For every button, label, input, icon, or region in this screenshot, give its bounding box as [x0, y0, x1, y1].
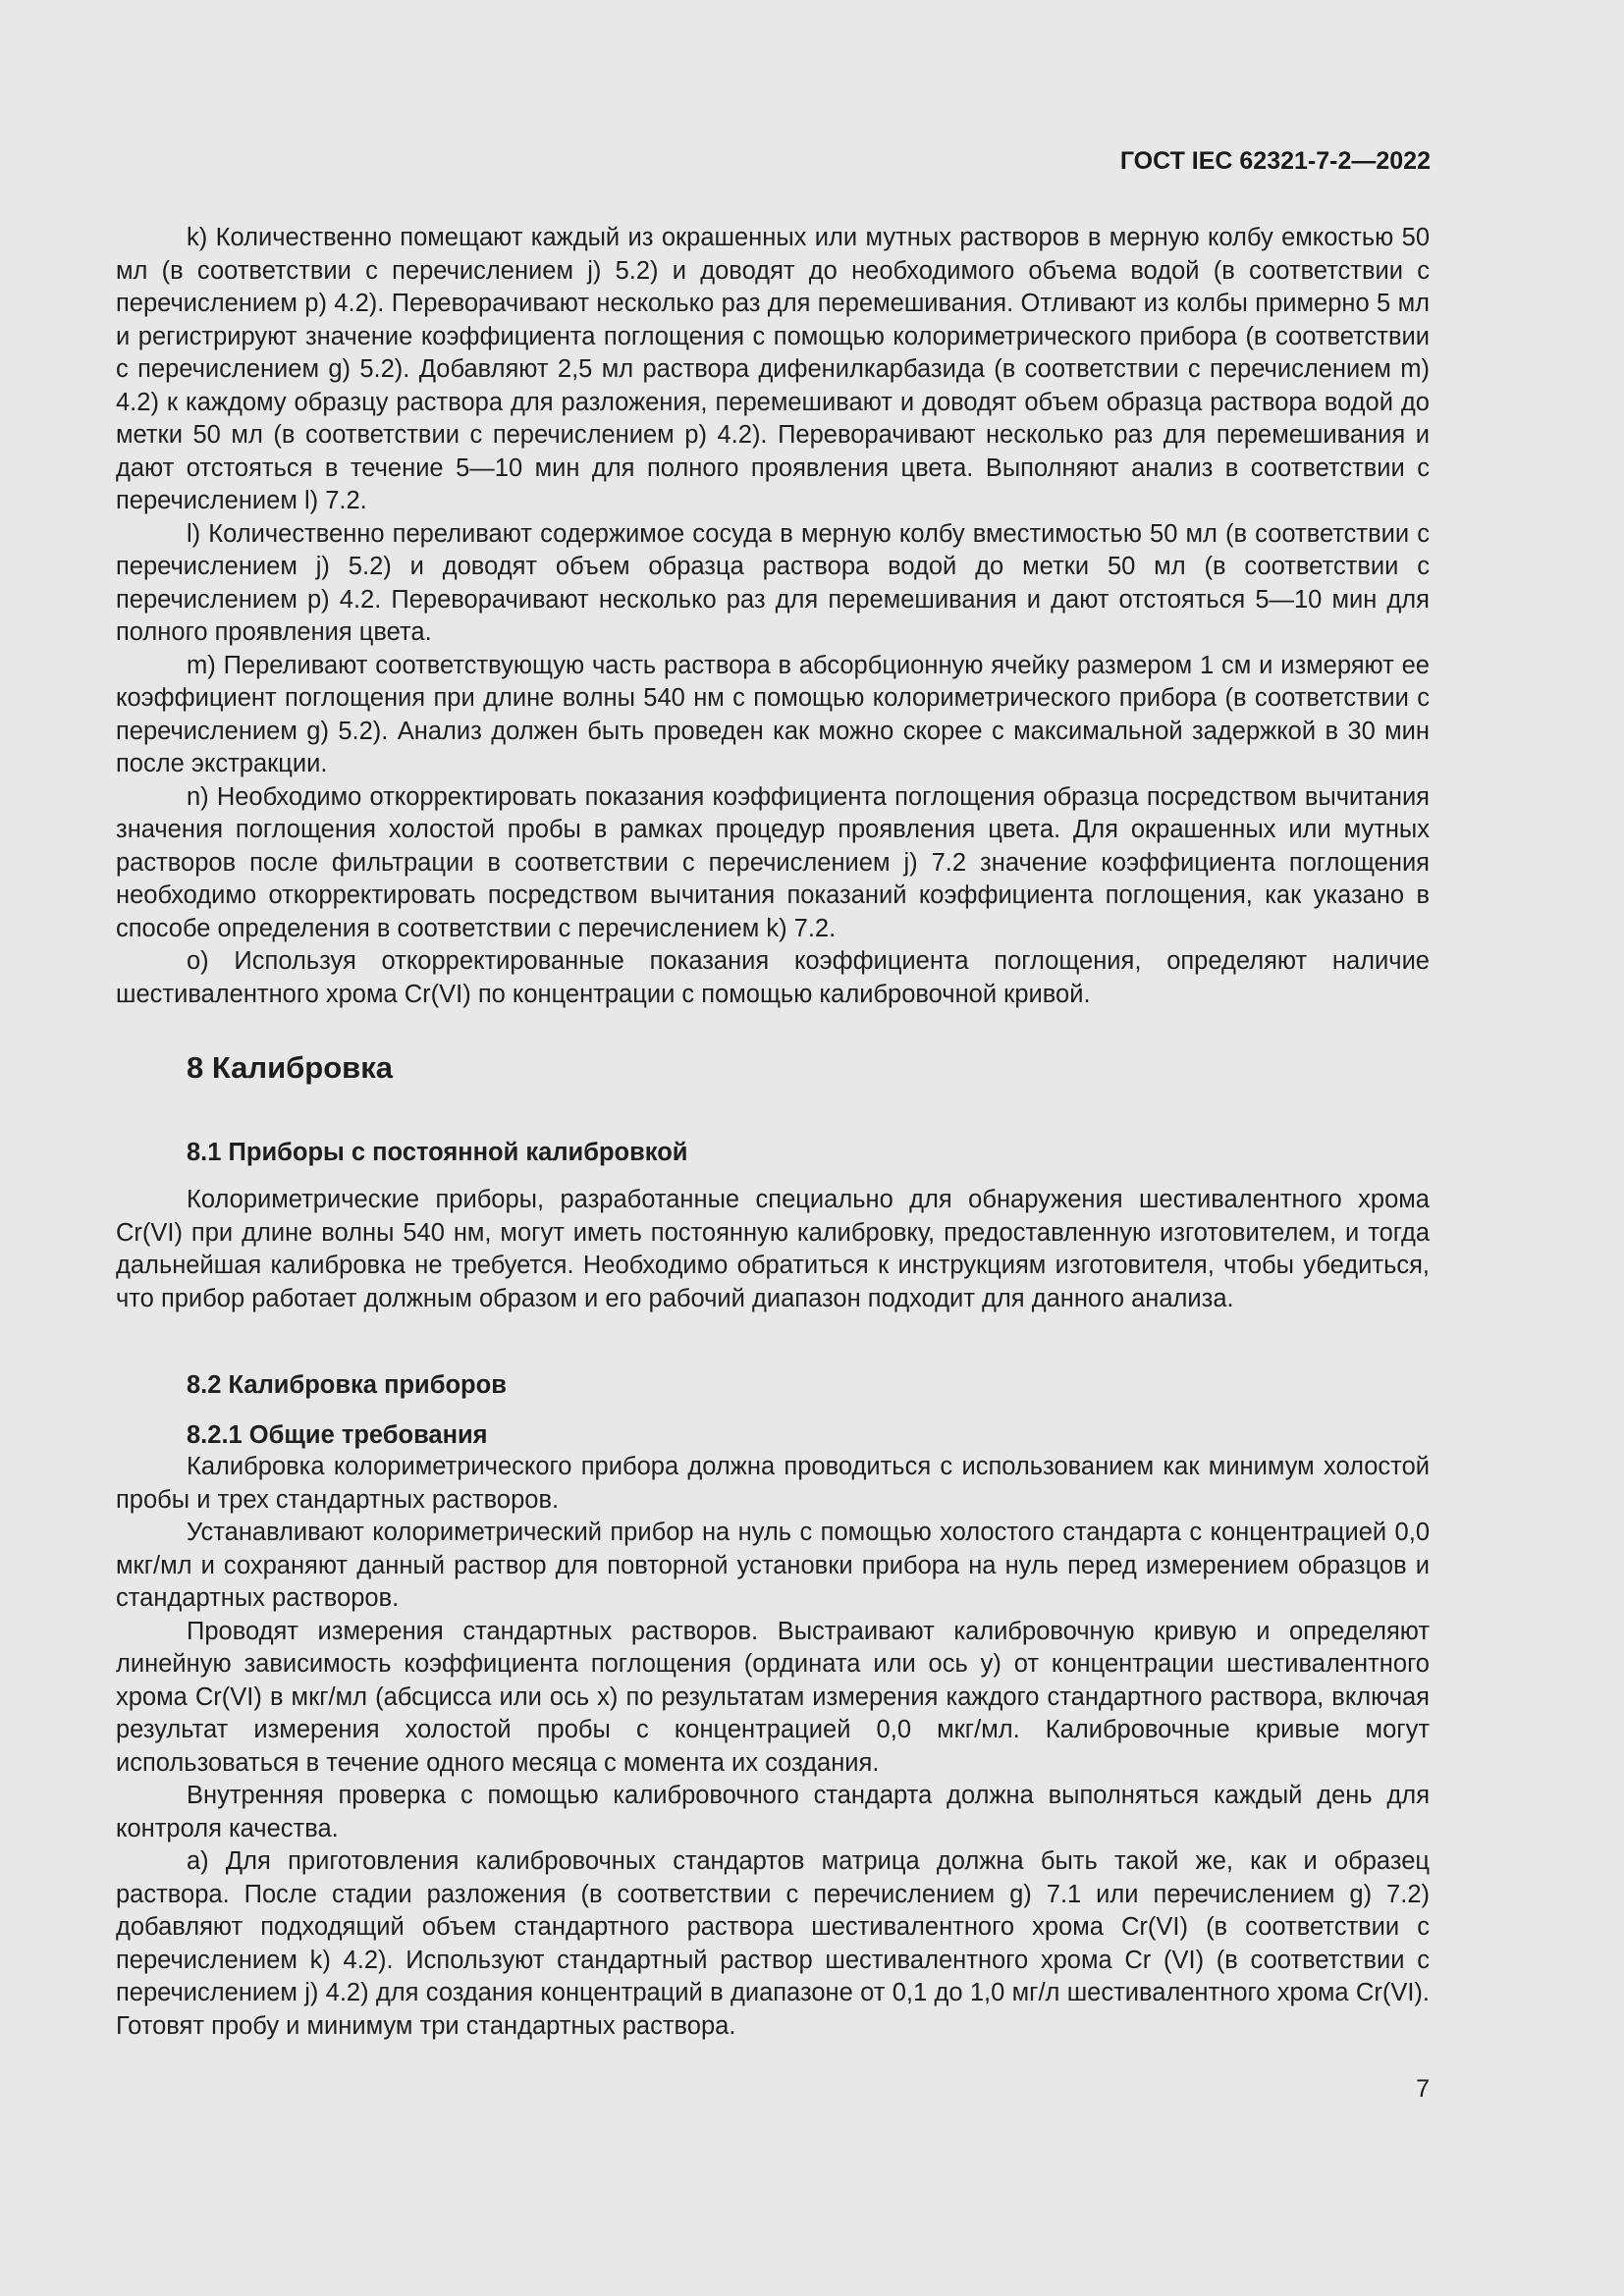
section7-continuation [116, 222, 1430, 1011]
section-8-2-1-body [116, 1451, 1430, 2043]
section-8-1-heading: 8.1 Приборы с постоянной калибровкой [187, 1139, 688, 1166]
paragraph: Проводят измерения стандартных растворов. Выстраивают калибровочную кривую и определяют линейную зависимость коэффициента поглощения (ордината или ось y) от концентрации шестивалентного хрома Cr(VI) в мкг/мл (абсцисса или ось x) по результатам измерения каждого стандартного раствора, включая результат измерения холостой пробы с концентрацией 0,0 мкг/мл. Калибровочные кривые могут использоваться в течение одного месяца с момента их создания. [116, 1617, 1430, 1777]
paragraph-item-n: n) Необходимо откорректировать показания коэффициента поглощения образца посредством вычитания значения поглощения холостой пробы в рамках процедур проявления цвета. Для окрашенных или мутных растворов после фильтрации в соответствии с перечислением j) 7.2 значение коэффициента поглощения необходимо откорректировать посредством вычитания показаний коэффициента поглощения, как указано в способе определения в соответствии с перечислением k) 7.2. [116, 782, 1430, 942]
paragraph-item-l: l) Количественно переливают содержимое сосуда в мерную колбу вместимостью 50 мл (в соответствии с перечислением j) 5.2) и доводят объем образца раствора водой до метки 50 мл (в соответствии с перечислением p) 4.2. Переворачивают несколько раз для перемешивания и дают отстояться 5—10 мин для полного проявления цвета. [116, 519, 1430, 646]
page-number: 7 [1416, 2075, 1430, 2103]
section-8-heading: 8 Калибровка [187, 1050, 393, 1085]
paragraph: Колориметрические приборы, разработанные специально для обнаружения шестивалентного хрома Cr(VI) при длине волны 540 нм, могут иметь постоянную калибровку, предоставленную изготовителем, и тогда дальнейшая калибровка не требуется. Необходимо обратиться к инструкциям изготовителя, чтобы убедиться, что прибор работает должным образом и его рабочий диапазон подходит для данного анализа. [116, 1186, 1430, 1312]
section-8-2-1-heading: 8.2.1 Общие требования [187, 1421, 488, 1449]
paragraph-item-a: a) Для приготовления калибровочных стандартов матрица должна быть такой же, как и образец раствора. После стадии разложения (в соответствии с перечислением g) 7.1 или перечислением g) 7.2) добавляют подходящий объем стандартного раствора шестивалентного хрома Cr(VI) (в соответствии с перечислением k) 4.2). Используют стандартный раствор шестивалентного хрома Cr (VI) (в соответствии с перечислением j) 4.2) для создания концентраций в диапазоне от 0,1 до 1,0 мг/л шестивалентного хрома Cr(VI). Готовят пробу и минимум три стандартных раствора. [116, 1847, 1430, 2040]
paragraph-item-k: k) Количественно помещают каждый из окрашенных или мутных растворов в мерную колбу емкостью 50 мл (в соответствии с перечислением j) 5.2) и доводят до необходимого объема водой (в соответствии с перечислением p) 4.2). Переворачивают несколько раз для перемешивания. Отливают из колбы примерно 5 мл и регистрируют значение коэффициента поглощения с помощью колориметрического прибора (в соответствии с перечислением g) 5.2). Добавляют 2,5 мл раствора дифенилкарбазида (в соответствии с перечислением m) 4.2) к каждому образцу раствора для разложения, перемешивают и доводят объем образца раствора водой до метки 50 мл (в соответствии с перечислением p) 4.2). Переворачивают несколько раз для перемешивания и дают отстояться в течение 5—10 мин для полного проявления цвета. Выполняют анализ в соответствии с перечислением l) 7.2. [116, 224, 1430, 514]
paragraph-item-m: m) Переливают соответствующую часть раствора в абсорбционную ячейку размером 1 см и измеряют ее коэффициент поглощения при длине волны 540 нм с помощью колориметрического прибора (в соответствии с перечислением g) 5.2). Анализ должен быть проведен как можно скорее с максимальной задержкой в 30 мин после экстракции. [116, 651, 1430, 777]
section-8-1-body [116, 1184, 1430, 1315]
paragraph: Внутренняя проверка с помощью калибровочного стандарта должна выполняться каждый день для контроля качества. [116, 1782, 1430, 1842]
paragraph: Калибровка колориметрического прибора должна проводиться с использованием как минимум холостой пробы и трех стандартных растворов. [116, 1453, 1430, 1514]
section-8-2-heading: 8.2 Калибровка приборов [187, 1371, 507, 1399]
paragraph: Устанавливают колориметрический прибор на нуль с помощью холостого стандарта с концентрацией 0,0 мкг/мл и сохраняют данный раствор для повторной установки прибора на нуль перед измерением образцов и стандартных растворов. [116, 1519, 1430, 1612]
paragraph-item-o: o) Используя откорректированные показания коэффициента поглощения, определяют наличие шестивалентного хрома Cr(VI) по концентрации с помощью калибровочной кривой. [116, 947, 1430, 1008]
document-standard-number: ГОСТ IEC 62321-7-2—2022 [1119, 147, 1431, 175]
